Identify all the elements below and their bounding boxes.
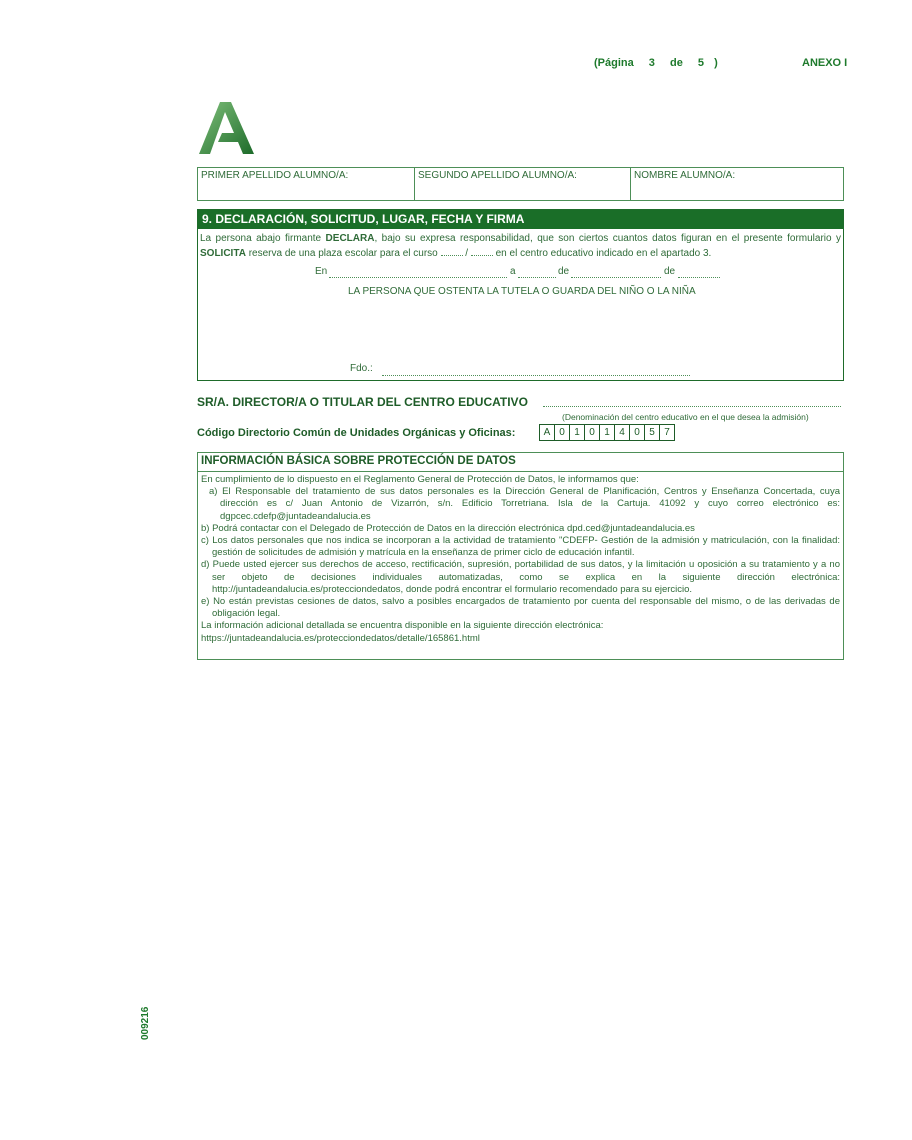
- code-char: 0: [630, 425, 645, 440]
- declaration-text: [200, 232, 841, 260]
- first-surname-label: PRIMER APELLIDO ALUMNO/A:: [201, 170, 349, 181]
- code-char: A: [540, 425, 555, 440]
- code-char: 1: [570, 425, 585, 440]
- protection-item-a: a) El Responsable del tratamiento de sus datos personales es la Dirección General de Planificación, Centros y Enseñanza Concertada, cuya dirección es c/ Juan Antonio de Vizarrón, s/n. Edificio Torretriana. Isla de la Cartuja. 41092 y cuyo correo electrónico es: dgpcec.cdefp@juntadeandalucia.es: [209, 486, 840, 522]
- decl-text-4: en el centro educativo indicado en el apartado 3.: [495, 248, 712, 259]
- code-char: 0: [555, 425, 570, 440]
- page-of: de: [669, 57, 683, 69]
- protection-additional: La información adicional detallada se encuentra disponible en la siguiente dirección electrónica:: [201, 620, 604, 632]
- day-field[interactable]: [518, 267, 556, 278]
- decl-solicita: SOLICITA: [200, 248, 246, 259]
- place-en-label: En: [315, 266, 328, 277]
- page-number: [594, 57, 718, 69]
- protection-url-link[interactable]: https://juntadeandalucia.es/protecciondedatos/detalle/165861.html: [201, 632, 480, 644]
- course-end-field[interactable]: [471, 245, 493, 256]
- page-current: 3: [648, 57, 655, 69]
- directory-code-boxes: [539, 424, 675, 441]
- decl-text-1: La persona abajo firmante: [200, 233, 326, 244]
- code-char: 0: [585, 425, 600, 440]
- code-char: 4: [615, 425, 630, 440]
- guardian-label: LA PERSONA QUE OSTENTA LA TUTELA O GUARDA DEL NIÑO O LA NIÑA: [348, 286, 696, 297]
- second-surname-field[interactable]: [415, 168, 631, 200]
- first-surname-field[interactable]: [198, 168, 415, 200]
- school-name-field[interactable]: [543, 406, 841, 407]
- decl-text-2: , bajo su expresa responsabilidad, que son ciertos cuantos datos figuran en el presente formulario y: [374, 233, 842, 244]
- decl-declara: DECLARA: [325, 233, 375, 244]
- form-code: 009216: [140, 1006, 151, 1040]
- student-name-field[interactable]: [631, 168, 843, 200]
- code-char: 7: [664, 427, 670, 438]
- director-label: SR/A. DIRECTOR/A O TITULAR DEL CENTRO EDUCATIVO: [197, 395, 528, 409]
- protection-item-e: e) No están previstas cesiones de datos, salvo a posibles encargados de tratamiento por cuenta del responsable del mismo, o de las derivadas de obligación legal.: [201, 596, 840, 620]
- date-de2-label: de: [664, 266, 676, 277]
- signature-field[interactable]: [382, 365, 690, 376]
- data-protection-body: [198, 472, 843, 647]
- date-de1-label: de: [558, 266, 570, 277]
- page-close: ): [714, 57, 718, 69]
- annex-label: ANEXO I: [802, 57, 848, 69]
- code-char: 5: [645, 425, 660, 440]
- student-name-label: NOMBRE ALUMNO/A:: [634, 170, 736, 181]
- protection-item-b: b) Podrá contactar con el Delegado de Protección de Datos en la dirección electrónica dpd.ced@juntadeandalucia.es: [201, 522, 695, 534]
- student-names-table: [197, 167, 844, 201]
- second-surname-label: SEGUNDO APELLIDO ALUMNO/A:: [418, 170, 577, 181]
- page-open: (Página: [594, 57, 634, 69]
- declaration-section-title: 9. DECLARACIÓN, SOLICITUD, LUGAR, FECHA Y FIRMA: [198, 210, 843, 229]
- data-protection-section: [197, 452, 844, 660]
- month-field[interactable]: [571, 267, 661, 278]
- year-field[interactable]: [678, 267, 720, 278]
- course-start-field[interactable]: [441, 245, 463, 256]
- junta-andalucia-logo-icon: [198, 100, 256, 156]
- signature-label: Fdo.:: [350, 363, 373, 374]
- decl-text-3: reserva de una plaza escolar para el curso: [245, 248, 438, 259]
- school-denomination-hint: (Denominación del centro educativo en el que desea la admisión): [562, 412, 809, 422]
- directory-code-label: Código Directorio Común de Unidades Orgánicas y Oficinas:: [197, 427, 516, 439]
- declaration-section: [197, 209, 844, 381]
- protection-intro: En cumplimiento de lo dispuesto en el Reglamento General de Protección de Datos, le informamos que:: [201, 474, 639, 485]
- place-field[interactable]: [329, 267, 507, 278]
- protection-item-d: d) Puede usted ejercer sus derechos de acceso, rectificación, supresión, portabilidad de sus datos, y la limitación u oposición a su tratamiento y a no ser objeto de decisiones individuales automatizadas, como se explica en la siguiente dirección electrónica: http://juntadeandalucia.es/protecciondedatos, donde podrá encontrar el formulario recomendado para su ejercicio.: [201, 559, 840, 595]
- data-protection-title: INFORMACIÓN BÁSICA SOBRE PROTECCIÓN DE DATOS: [198, 453, 843, 472]
- page-total: 5: [697, 57, 705, 69]
- decl-slash: /: [465, 248, 469, 259]
- protection-item-c: c) Los datos personales que nos indica se incorporan a la actividad de tratamiento "CDEFP- Gestión de la admisión y matriculación, con la finalidad: gestión de solicitudes de admisión y matrícula en la enseñanza de primer ciclo de educación infantil.: [201, 535, 840, 559]
- code-char: 1: [600, 425, 615, 440]
- date-a-label: a: [510, 266, 516, 277]
